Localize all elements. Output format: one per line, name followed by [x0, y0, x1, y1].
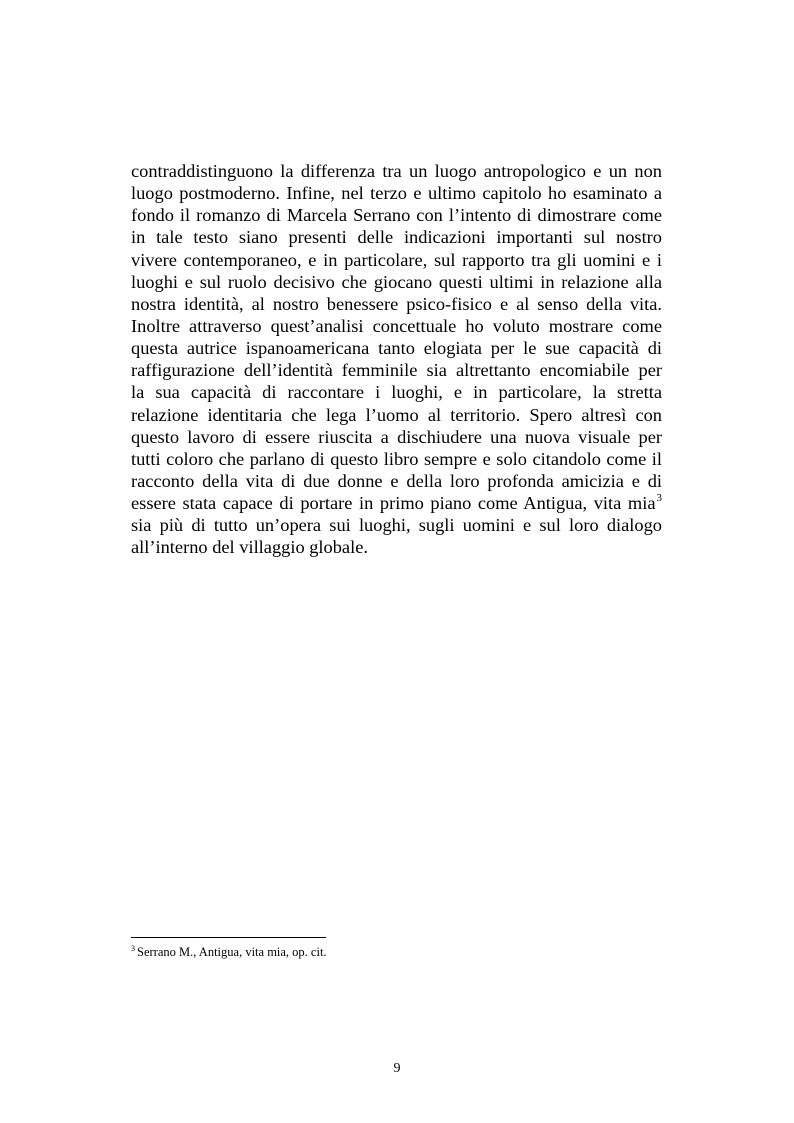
text-line: nostra identità, al nostro benessere psico-fisico e al senso della vita.: [131, 293, 662, 314]
text-line: racconto della vita di due donne e della loro profonda amicizia e di: [131, 470, 662, 491]
text-line: relazione identitaria che lega l’uomo al territorio. Spero altresì con: [131, 404, 662, 425]
text-line: questo lavoro di essere riuscita a dischiudere una nuova visuale per: [131, 426, 662, 447]
footnote: [131, 944, 327, 960]
text-line: Inoltre attraverso quest’analisi concettuale ho voluto mostrare come: [131, 315, 662, 336]
text-line: luogo postmoderno. Infine, nel terzo e ultimo capitolo ho esaminato a: [131, 183, 662, 204]
footnote-text: Serrano M., Antigua, vita mia, op. cit.: [137, 945, 327, 959]
text-line: fondo il romanzo di Marcela Serrano con l’intento di dimostrare come: [131, 205, 662, 226]
text-line-content: essere stata capace di portare in primo piano come Antigua, vita mia: [131, 493, 656, 514]
footnote-reference[interactable]: 3: [656, 492, 662, 505]
footnote-divider: [131, 937, 326, 938]
text-line: sia più di tutto un’opera sui luoghi, sugli uomini e sul loro dialogo: [131, 515, 662, 536]
text-line: raffigurazione dell’identità femminile sia altrettanto encomiabile per: [131, 360, 662, 381]
footnote-marker: 3: [131, 944, 135, 953]
text-line-with-footnote-ref: [131, 492, 662, 514]
text-line: luoghi e sul ruolo decisivo che giocano questi ultimi in relazione alla: [131, 271, 662, 292]
text-line: contraddistinguono la differenza tra un luogo antropologico e un non: [131, 161, 662, 181]
text-line: vivere contemporaneo, e in particolare, sul rapporto tra gli uomini e i: [131, 249, 662, 270]
text-line: tutti coloro che parlano di questo libro sempre e solo citandolo come il: [131, 448, 662, 469]
text-line: in tale testo siano presenti delle indicazioni importanti sul nostro: [131, 227, 662, 248]
page-number: 9: [393, 1061, 401, 1076]
text-line: all’interno del villaggio globale.: [131, 537, 368, 558]
text-line: la sua capacità di raccontare i luoghi, e in particolare, la stretta: [131, 382, 662, 403]
text-line: questa autrice ispanoamericana tanto elogiata per le sue capacità di: [131, 338, 662, 359]
body-paragraph: [131, 160, 662, 559]
